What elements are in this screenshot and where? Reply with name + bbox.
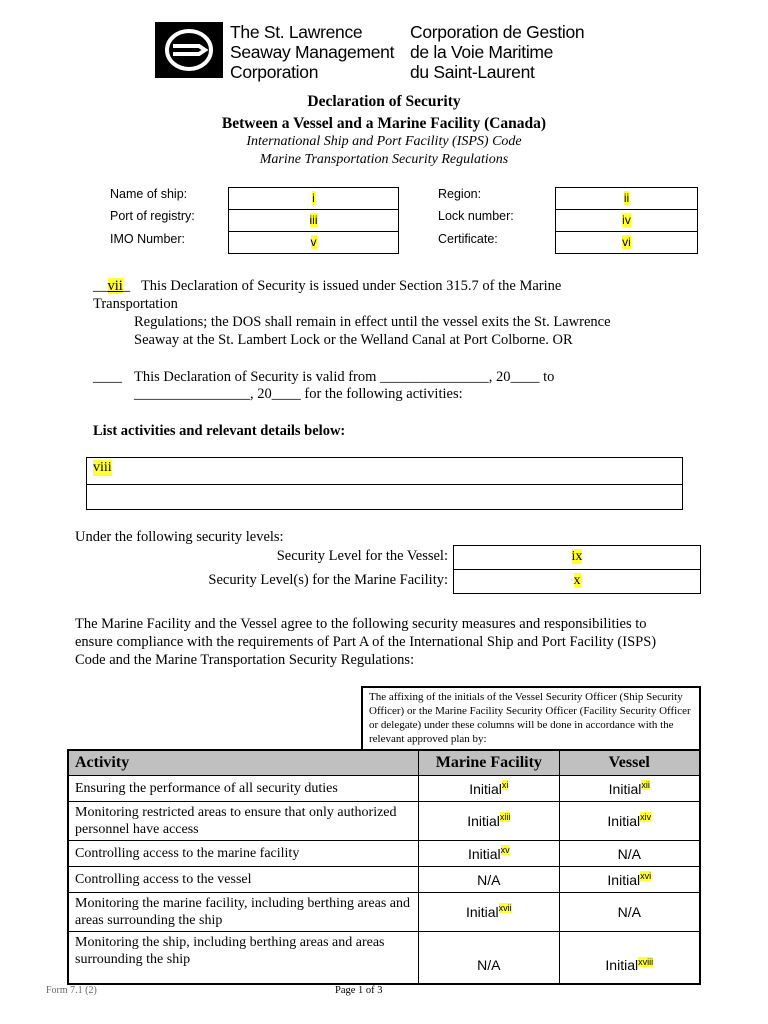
facility-initial-cell[interactable]: [419, 776, 559, 802]
table-row: [68, 776, 700, 802]
option-1-blank[interactable]: __: [93, 278, 108, 294]
option-1-line-3: Regulations; the DOS shall remain in effect until the vessel exits the St. Lawrence: [134, 314, 611, 330]
activities-heading: List activities and relevant details below:: [93, 423, 346, 439]
facility-level-field[interactable]: [453, 569, 701, 594]
declaration-option-1: [93, 277, 561, 295]
activity-column-header: Activity: [68, 750, 419, 776]
vessel-note-ref: xii: [641, 779, 650, 790]
facility-mark-text: Initial: [467, 845, 501, 862]
vessel-mark-text: Initial: [607, 871, 641, 888]
facility-level-label: Security Level(s) for the Marine Facility:: [208, 572, 448, 588]
table-row: [68, 841, 700, 867]
facility-mark-text: N/A: [477, 957, 501, 974]
table-header-row: [68, 750, 700, 776]
vessel-mark-text: Initial: [607, 813, 641, 829]
activities-row-divider: [87, 484, 682, 485]
option-1-text: This Declaration of Security is issued under Section 315.7 of the Marine: [140, 278, 562, 294]
header-fr-line: du Saint-Laurent: [410, 62, 535, 82]
vessel-mark-text: N/A: [617, 904, 641, 920]
region-field[interactable]: [555, 187, 698, 210]
facility-note-ref: xvii: [498, 903, 512, 914]
vessel-level-field[interactable]: [453, 545, 701, 570]
page-title: Declaration of Security: [307, 93, 461, 110]
activity-cell: Ensuring the performance of all security duties: [68, 776, 419, 802]
header-en-line: Seaway Management: [230, 42, 395, 62]
region-value: ii: [623, 191, 630, 205]
seaway-logo: [155, 22, 223, 78]
vessel-initial-cell[interactable]: [559, 867, 700, 893]
seaway-logo-icon: [155, 22, 223, 78]
vessel-note-ref: xviii: [638, 956, 654, 967]
vessel-initial-cell[interactable]: [559, 841, 700, 867]
header-french: [410, 22, 584, 82]
header-english: [230, 22, 394, 82]
port-of-registry-value: iii: [309, 213, 318, 227]
activity-cell: Monitoring restricted areas to ensure that only authorized personnel have access: [68, 802, 419, 841]
certificate-field[interactable]: [555, 231, 698, 254]
security-levels-intro: Under the following security levels:: [75, 529, 284, 545]
table-row: [68, 867, 700, 893]
name-of-ship-value: i: [312, 191, 315, 205]
vessel-column-header: Vessel: [559, 750, 700, 776]
option-1-line-2: Transportation: [93, 296, 178, 312]
lock-number-value: iv: [622, 213, 631, 227]
region-label: Region:: [438, 187, 482, 201]
activities-row-1-value: viii: [93, 460, 112, 475]
agreement-line-2: ensure compliance with the requirements of Part A of the International Ship and Port Facility (ISPS): [75, 634, 657, 650]
facility-note-ref: xv: [500, 844, 510, 855]
facility-initial-cell[interactable]: [419, 802, 559, 841]
lock-number-label: Lock number:: [438, 209, 514, 223]
port-of-registry-field[interactable]: [228, 209, 399, 232]
table-row: [68, 932, 700, 984]
facility-level-value: x: [573, 573, 581, 588]
facility-note-ref: xi: [501, 779, 509, 790]
header-en-line: The St. Lawrence: [230, 22, 363, 42]
initials-note: The affixing of the initials of the Vessel Security Officer (Ship Security Officer) or the Marine Facility Security Officer (Facility Security Officer or delegate) under these columns will be done in accordance with the relevant approved plan by:: [361, 686, 701, 750]
activity-cell: Monitoring the marine facility, including berthing areas and areas surrounding the ship: [68, 893, 419, 932]
vessel-initial-cell[interactable]: [559, 802, 700, 841]
agreement-line-3: Code and the Marine Transportation Security Regulations:: [75, 652, 415, 668]
header-fr-line: Corporation de Gestion: [410, 22, 585, 42]
certificate-label: Certificate:: [438, 232, 498, 246]
vessel-initial-cell[interactable]: [559, 776, 700, 802]
page-subtitle: Between a Vessel and a Marine Facility (Canada): [221, 115, 547, 132]
header-en-line: Corporation: [230, 62, 319, 82]
option-2-line-2: ________________, 20____ for the following activities:: [134, 386, 463, 402]
facility-mark-text: Initial: [467, 813, 500, 829]
facility-mark-text: N/A: [477, 871, 501, 888]
regulations-line: Marine Transportation Security Regulations: [259, 152, 509, 167]
vessel-note-ref: xiv: [640, 812, 652, 823]
activity-cell: Controlling access to the marine facility: [68, 841, 419, 867]
form-number: Form 7.1 (2): [46, 985, 97, 996]
facility-mark-text: Initial: [469, 780, 502, 797]
table-row: [68, 893, 700, 932]
activity-cell: Controlling access to the vessel: [68, 867, 419, 893]
vessel-initial-cell[interactable]: [559, 932, 700, 984]
facility-initial-cell[interactable]: [419, 867, 559, 893]
option-1-line-4: Seaway at the St. Lambert Lock or the Welland Canal at Port Colborne. OR: [134, 332, 573, 348]
imo-number-value: v: [310, 235, 317, 249]
vessel-level-value: ix: [571, 549, 583, 564]
vessel-mark-text: Initial: [605, 957, 639, 974]
certificate-value: vi: [622, 235, 631, 249]
page-number: Page 1 of 3: [335, 985, 383, 996]
name-of-ship-field[interactable]: [228, 187, 399, 210]
vessel-mark-text: Initial: [608, 780, 642, 797]
facility-note-ref: xiii: [499, 812, 511, 823]
facility-initial-cell[interactable]: [419, 932, 559, 984]
isps-code-line: International Ship and Port Facility (ISPS) Code: [246, 134, 522, 149]
option-2-line-1: This Declaration of Security is valid from _______________, 20____ to: [134, 369, 555, 385]
option-1-blank-end: _: [122, 278, 131, 294]
port-of-registry-label: Port of registry:: [110, 209, 195, 223]
facility-mark-text: Initial: [465, 904, 499, 920]
header-fr-line: de la Voie Maritime: [410, 42, 554, 62]
activities-list-box[interactable]: [86, 457, 683, 510]
vessel-mark-text: N/A: [617, 845, 641, 862]
vessel-initial-cell[interactable]: [559, 893, 700, 932]
imo-number-field[interactable]: [228, 231, 399, 254]
facility-initial-cell[interactable]: [419, 841, 559, 867]
activity-cell: Monitoring the ship, including berthing areas and areas surrounding the ship: [68, 932, 419, 984]
facility-initial-cell[interactable]: [419, 893, 559, 932]
vessel-note-ref: xvi: [640, 870, 652, 881]
imo-number-label: IMO Number:: [110, 232, 186, 246]
option-1-mark: vii: [107, 278, 123, 294]
vessel-level-label: Security Level for the Vessel:: [276, 548, 448, 564]
table-row: [68, 802, 700, 841]
marine-facility-column-header: Marine Facility: [419, 750, 559, 776]
option-2-blank[interactable]: ____: [93, 369, 122, 385]
lock-number-field[interactable]: [555, 209, 698, 232]
agreement-line-1: The Marine Facility and the Vessel agree to the following security measures and responsibilities to: [75, 616, 647, 632]
activity-table: [67, 749, 701, 985]
name-of-ship-label: Name of ship:: [110, 187, 188, 201]
